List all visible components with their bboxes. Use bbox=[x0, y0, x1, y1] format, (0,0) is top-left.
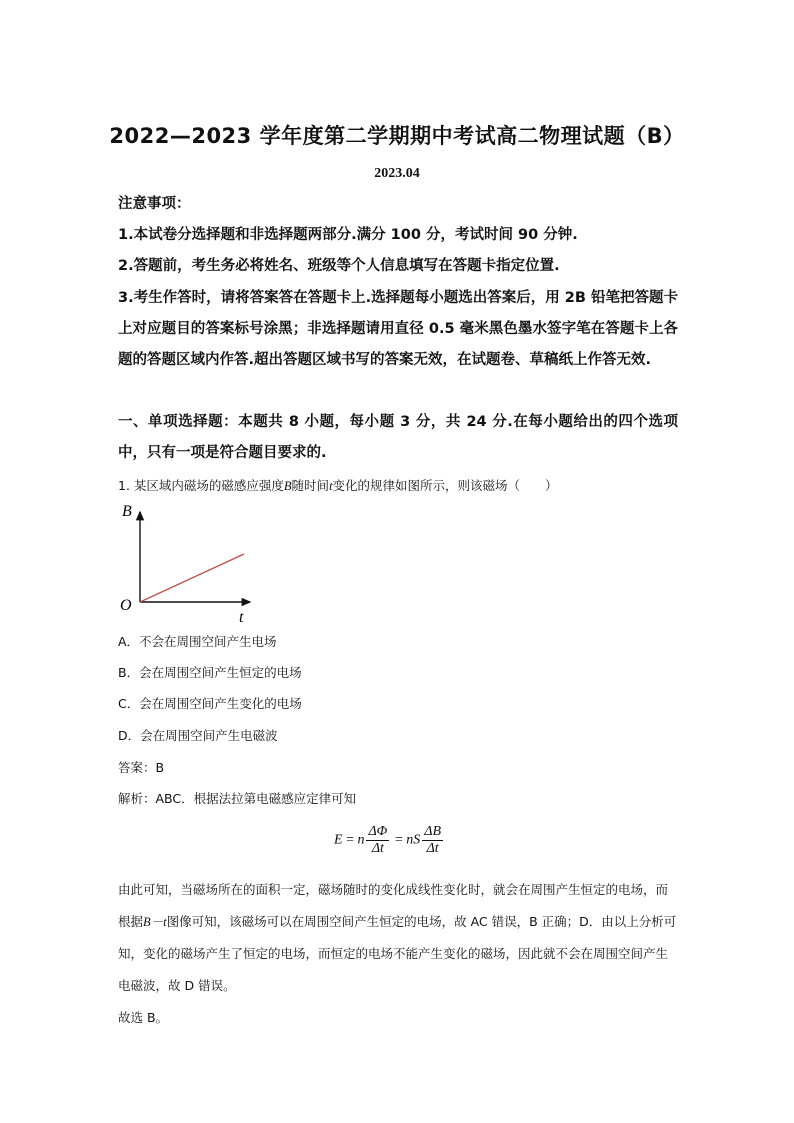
notice-item-2: 2.答题前，考生务必将姓名、班级等个人信息填写在答题卡指定位置. bbox=[118, 258, 560, 274]
faraday-formula bbox=[334, 824, 445, 857]
answer-line: 答案：B bbox=[118, 760, 165, 775]
exam-title: 2022—2023 学年度第二学期期中考试高二物理试题（B） bbox=[109, 124, 685, 148]
x-axis-label: t bbox=[239, 609, 244, 626]
analysis-intro: 解析：ABC．根据法拉第电磁感应定律可知 bbox=[118, 791, 357, 806]
section-intro: 一、单项选择题：本题共 8 小题，每小题 3 分，共 24 分.在每小题给出的四个选项中，只有一项是符合题目要求的. bbox=[118, 414, 678, 461]
fraction-flux bbox=[366, 824, 389, 857]
stem-post: 变化的规律如图所示，则该磁场（ ） bbox=[332, 478, 558, 493]
option-b: B．会在周围空间产生恒定的电场 bbox=[118, 665, 302, 680]
explanation-part-1: 由此可知，当磁场所在的面积一定，磁场随时的变化成线性变化时，就会在周围产生恒定的电场，而根据 bbox=[118, 882, 669, 929]
explanation-var: B－t bbox=[143, 915, 167, 929]
flux-denominator: Δt bbox=[371, 841, 384, 856]
formula-eq2: = bbox=[394, 832, 403, 848]
option-d: D．会在周围空间产生电磁波 bbox=[118, 728, 278, 743]
explanation-part-2: 图像可知，该磁场可以在周围空间产生恒定的电场，故 AC 错误，B 正确；D．由以上分析可知，变化的磁场产生了恒定的电场，而恒定的电场不能产生变化的磁场，因此就不会在周围空间产生电磁波，故 D 错误。 bbox=[118, 914, 677, 993]
b-t-line bbox=[140, 554, 244, 602]
question-stem bbox=[118, 476, 558, 494]
origin-label: O bbox=[120, 597, 132, 614]
b-t-graph bbox=[112, 500, 262, 628]
stem-pre: 1. 某区域内磁场的磁感应强度 bbox=[118, 478, 284, 493]
conclusion: 故选 B。 bbox=[118, 1010, 169, 1025]
exam-date: 2023.04 bbox=[374, 166, 420, 181]
formula-e: E bbox=[334, 832, 343, 848]
flux-numerator: ΔΦ bbox=[368, 824, 388, 839]
formula-n: n bbox=[357, 832, 365, 848]
explanation-paragraph bbox=[118, 874, 678, 1002]
field-numerator: ΔB bbox=[424, 824, 442, 839]
stem-var-b: B bbox=[283, 479, 292, 493]
notice-heading: 注意事项： bbox=[118, 196, 191, 212]
stem-var-t: t bbox=[329, 479, 333, 493]
formula-eq1: = bbox=[346, 832, 354, 848]
notice-item-3: 3.考生作答时，请将答案答在答题卡上.选择题每小题选出答案后，用 2B 铅笔把答题卡上对应题目的答案标号涂黑；非选择题请用直径 0.5 毫米黑色墨水签字笔在答题卡上各题的答题区域内作答.超出答题区域书写的答案无效，在试题卷、草稿纸上作答无效. bbox=[118, 290, 678, 368]
formula-ns: nS bbox=[406, 832, 421, 848]
stem-mid: 随时间 bbox=[291, 478, 330, 493]
option-c: C．会在周围空间产生变化的电场 bbox=[118, 696, 302, 711]
notice-item-1: 1.本试卷分选择题和非选择题两部分.满分 100 分，考试时间 90 分钟. bbox=[118, 227, 578, 243]
y-axis-label: B bbox=[122, 503, 132, 520]
field-denominator: Δt bbox=[426, 841, 439, 856]
fraction-field bbox=[422, 824, 443, 857]
option-a: A．不会在周围空间产生电场 bbox=[118, 634, 277, 649]
